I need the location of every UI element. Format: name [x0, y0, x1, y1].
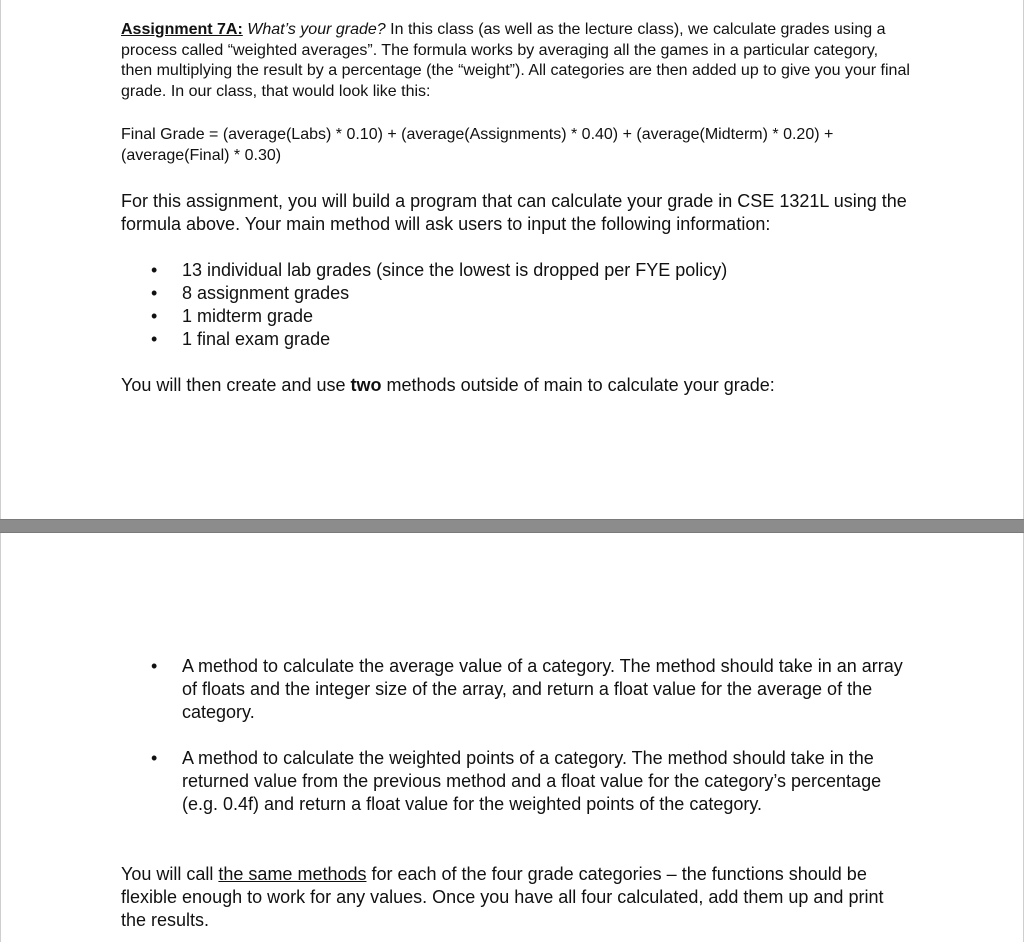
- bullet-icon: •: [151, 329, 158, 349]
- closing-paragraph: You will call the same methods for each of the four grade categories – the functions should be flexible enough to work for any values. Once you have all four calculated, add them up and print the results.: [121, 864, 884, 930]
- bullet-icon: •: [151, 283, 158, 303]
- document-page-2: [0, 533, 1024, 942]
- list-item: • A method to calculate the weighted points of a category. The method should take in the returned value from the previous method and a float value for the category’s percentage (e.g. 0.4f) and return a float value for the weighted points of the category.: [151, 748, 882, 814]
- bullet-icon: •: [151, 748, 158, 768]
- assignment-description: For this assignment, you will build a program that can calculate your grade in CSE 1321L using the formula above. Your main method will ask users to input the following information:: [121, 191, 907, 234]
- bullet-icon: •: [151, 656, 158, 676]
- methods-intro: You will then create and use two methods outside of main to calculate your grade:: [121, 375, 775, 395]
- list-item: • 13 individual lab grades (since the lowest is dropped per FYE policy): [151, 260, 728, 280]
- intro-body: In this class (as well as the lecture class), we calculate grades using a process called “weighted averages”. The formula works by averaging all the games in a particular category, then multiplying the result by a percentage (the “weight”). All categories are then added up to give you your final grade. In our class, that would look like this:: [121, 21, 910, 100]
- list-item: • 1 midterm grade: [151, 306, 314, 326]
- list-item: • 8 assignment grades: [151, 283, 350, 303]
- assignment-question: What’s your grade?: [247, 21, 386, 38]
- page-separator: [0, 519, 1024, 533]
- methods-list: [121, 655, 906, 839]
- input-list: [121, 259, 727, 351]
- bullet-icon: •: [151, 260, 158, 280]
- list-item: • A method to calculate the average value of a category. The method should take in an array of floats and the integer size of the array, and return a float value for the average of the category.: [151, 656, 903, 722]
- grade-formula: Final Grade = (average(Labs) * 0.10) + (average(Assignments) * 0.40) + (average(Midterm) * 0.20) + (average(Final) * 0.30): [121, 126, 834, 164]
- bullet-icon: •: [151, 306, 158, 326]
- list-item: • 1 final exam grade: [151, 329, 331, 349]
- assignment-title: Assignment 7A:: [121, 21, 243, 38]
- intro-paragraph: [121, 20, 911, 102]
